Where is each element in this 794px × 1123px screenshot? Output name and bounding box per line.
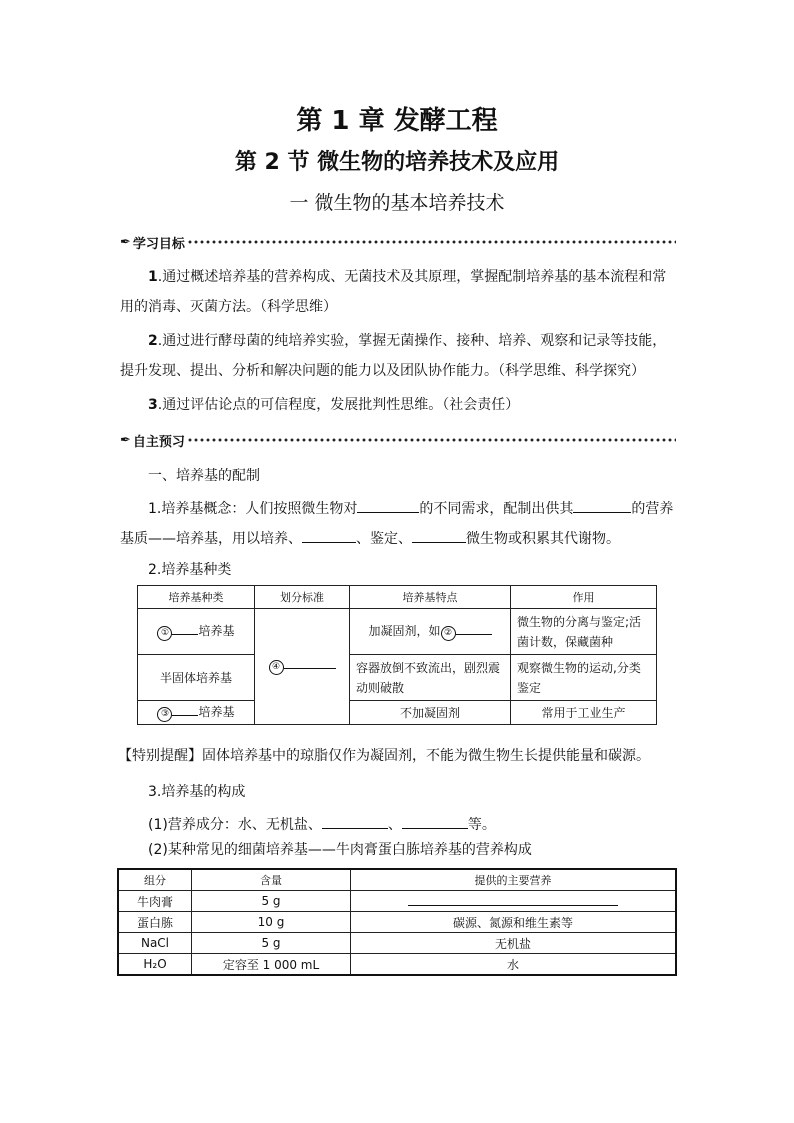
blank-number: ③ bbox=[157, 707, 172, 722]
types-title-text: 2.培养基种类 bbox=[148, 562, 232, 578]
composition-title bbox=[120, 777, 676, 807]
table-cell bbox=[255, 609, 350, 725]
table-header: 含量 bbox=[192, 869, 351, 891]
fill-blank[interactable] bbox=[402, 814, 468, 829]
table-cell: 不加凝固剂 bbox=[350, 701, 511, 725]
table-cell: 牛肉膏 bbox=[118, 891, 192, 912]
cell-text: 培养基 bbox=[198, 705, 235, 719]
concept-text: 的不同需求，配制出供其 bbox=[419, 501, 574, 517]
fill-blank[interactable] bbox=[456, 624, 492, 635]
fill-blank[interactable] bbox=[284, 658, 336, 669]
table-row bbox=[118, 891, 676, 912]
composition-title-text: 3.培养基的构成 bbox=[148, 784, 246, 800]
table-cell: 碳源、氮源和维生素等 bbox=[351, 912, 677, 933]
subsection-title: 一 微生物的基本培养技术 bbox=[289, 192, 505, 214]
concept-paragraph bbox=[120, 494, 676, 554]
concept-text: 、鉴定、 bbox=[356, 531, 412, 547]
blank-number: ① bbox=[157, 626, 172, 641]
table-cell: 无机盐 bbox=[351, 933, 677, 954]
part1-title-text: 一、培养基的配制 bbox=[148, 468, 260, 484]
fill-blank[interactable] bbox=[172, 624, 198, 635]
reminder-text: 固体培养基中的琼脂仅作为凝固剂，不能为微生物生长提供能量和碳源。 bbox=[202, 748, 650, 764]
fill-blank[interactable] bbox=[573, 498, 631, 513]
table-header: 作用 bbox=[511, 586, 657, 609]
fill-blank[interactable] bbox=[172, 705, 198, 716]
dotted-divider bbox=[187, 437, 676, 443]
cell-text: 加凝固剂，如 bbox=[368, 624, 441, 638]
blank-number: ② bbox=[441, 626, 456, 641]
goal-num: 1 bbox=[148, 269, 158, 285]
table-cell: 半固体培养基 bbox=[138, 655, 255, 701]
goal-item-2 bbox=[120, 326, 676, 386]
table-cell: 定容至 1 000 mL bbox=[192, 954, 351, 976]
special-reminder bbox=[118, 741, 688, 771]
composition-table bbox=[117, 868, 677, 976]
table-cell: 蛋白胨 bbox=[118, 912, 192, 933]
cell-text: 培养基 bbox=[198, 624, 235, 638]
section-title: 第 2 节 微生物的培养技术及应用 bbox=[234, 150, 560, 175]
learning-goals-label: 学习目标 bbox=[132, 236, 185, 252]
preview-header bbox=[120, 430, 676, 450]
goal-item-3 bbox=[120, 390, 676, 420]
example-title-text: (2)某种常见的细菌培养基——牛肉膏蛋白胨培养基的营养构成 bbox=[148, 842, 532, 858]
example-title bbox=[120, 835, 676, 865]
table-cell: 5 g bbox=[192, 891, 351, 912]
types-title bbox=[120, 555, 676, 585]
preview-label: 自主预习 bbox=[132, 434, 185, 450]
fill-blank[interactable] bbox=[412, 528, 466, 543]
table-cell: 容器放倒不致流出，剧烈震动则破散 bbox=[350, 655, 511, 701]
concept-text: 基质——培养基，用以培养、 bbox=[120, 531, 302, 547]
table-cell: NaCl bbox=[118, 933, 192, 954]
pen-icon: ✒ bbox=[120, 234, 131, 250]
concept-text: 的营养 bbox=[631, 501, 674, 517]
reminder-label: 【特别提醒】 bbox=[118, 748, 202, 764]
pen-icon: ✒ bbox=[120, 432, 131, 448]
table-cell: 水 bbox=[351, 954, 677, 976]
fill-blank[interactable] bbox=[357, 498, 419, 513]
table-cell: 10 g bbox=[192, 912, 351, 933]
table-header: 培养基特点 bbox=[350, 586, 511, 609]
chapter-title: 第 1 章 发酵工程 bbox=[296, 106, 498, 136]
learning-goals-header bbox=[120, 232, 676, 252]
fill-blank[interactable] bbox=[408, 893, 618, 906]
goal-text: .通过评估论点的可信程度，发展批判性思维。（社会责任） bbox=[157, 397, 520, 413]
nutrients-text: 、 bbox=[387, 817, 402, 833]
nutrients-text: 等。 bbox=[467, 817, 496, 833]
table-cell: 常用于工业生产 bbox=[511, 701, 657, 725]
table-row bbox=[118, 933, 676, 954]
goal-text: .通过进行酵母菌的纯培养实验，掌握无菌操作、接种、培养、观察和记录等技能，提升发现、提出、分析和解决问题的能力以及团队协作能力。（科学思维、科学探究） bbox=[120, 333, 667, 379]
concept-text: 微生物或积累其代谢物。 bbox=[466, 531, 620, 547]
goal-num: 2 bbox=[148, 333, 158, 349]
concept-text: 1.培养基概念：人们按照微生物对 bbox=[148, 501, 358, 517]
table-cell: 微生物的分离与鉴定;活菌计数，保藏菌种 bbox=[511, 609, 657, 655]
table-cell: 观察微生物的运动,分类鉴定 bbox=[511, 655, 657, 701]
table-header: 提供的主要营养 bbox=[351, 869, 677, 891]
table-cell: 5 g bbox=[192, 933, 351, 954]
fill-blank[interactable] bbox=[302, 528, 356, 543]
part1-title bbox=[120, 461, 676, 491]
table-row bbox=[118, 912, 676, 933]
goal-text: .通过概述培养基的营养构成、无菌技术及其原理，掌握配制培养基的基本流程和常用的消毒、灭菌方法。（科学思维） bbox=[120, 269, 667, 315]
goal-num: 3 bbox=[148, 397, 158, 413]
table-cell bbox=[350, 609, 511, 655]
table-header: 培养基种类 bbox=[138, 586, 255, 609]
fill-blank[interactable] bbox=[322, 814, 388, 829]
dotted-divider bbox=[187, 239, 676, 245]
table-row bbox=[118, 954, 676, 976]
nutrients-text: (1)营养成分：水、无机盐、 bbox=[148, 817, 322, 833]
table-cell bbox=[351, 891, 677, 912]
blank-number: ④ bbox=[269, 660, 284, 675]
medium-types-table bbox=[137, 585, 657, 725]
table-header: 划分标准 bbox=[255, 586, 350, 609]
table-header: 组分 bbox=[118, 869, 192, 891]
table-cell: H₂O bbox=[118, 954, 192, 976]
table-cell bbox=[138, 701, 255, 725]
table-cell bbox=[138, 609, 255, 655]
goal-item-1 bbox=[120, 262, 676, 322]
